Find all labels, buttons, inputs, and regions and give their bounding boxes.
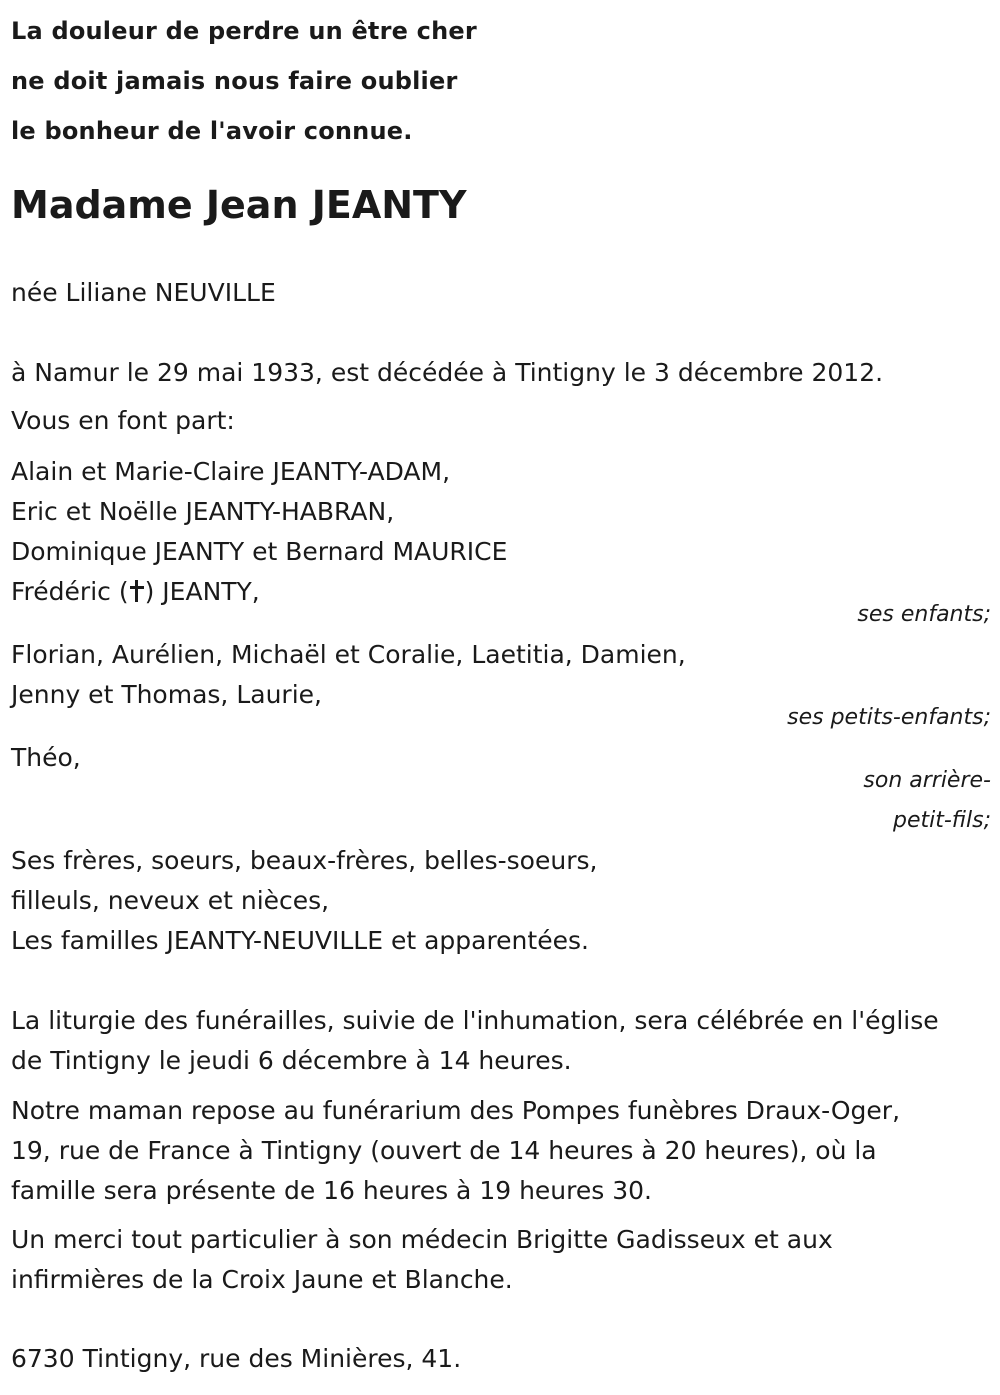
family-line: Les familles JEANTY-NEUVILLE et apparentées. (11, 926, 589, 955)
grandchildren-line: Jenny et Thomas, Laurie, (11, 680, 322, 709)
great-grandchild-label: son arrière- (863, 768, 991, 793)
quote-line: La douleur de perdre un être cher (11, 17, 477, 45)
great-grandchild-line: Théo, (11, 743, 81, 772)
funerarium-line: Notre maman repose au funérarium des Pompes funèbres Draux-Oger, (11, 1096, 901, 1125)
grandchildren-line: Florian, Aurélien, Michaël et Coralie, Laetitia, Damien, (11, 640, 686, 669)
children-line: Dominique JEANTY et Bernard MAURICE (11, 537, 508, 566)
quote-line: le bonheur de l'avoir connue. (11, 117, 413, 145)
funeral-line: de Tintigny le jeudi 6 décembre à 14 heures. (11, 1046, 572, 1075)
maiden-name: née Liliane NEUVILLE (11, 278, 276, 307)
announcement-intro: Vous en font part: (11, 406, 235, 435)
thanks-line: Un merci tout particulier à son médecin Brigitte Gadisseux et aux (11, 1225, 833, 1254)
children-line-text: Frédéric ( (11, 577, 129, 606)
funeral-line: La liturgie des funérailles, suivie de l'inhumation, sera célébrée en l'église (11, 1006, 939, 1035)
funerarium-line: famille sera présente de 16 heures à 19 heures 30. (11, 1176, 652, 1205)
deceased-name: Madame Jean JEANTY (11, 183, 467, 227)
children-label: ses enfants; (857, 602, 991, 627)
family-address: 6730 Tintigny, rue des Minières, 41. (11, 1344, 462, 1373)
quote-line: ne doit jamais nous faire oublier (11, 67, 458, 95)
family-line: Ses frères, soeurs, beaux-frères, belles-soeurs, (11, 846, 598, 875)
children-line: Alain et Marie-Claire JEANTY-ADAM, (11, 457, 451, 486)
birth-death-text: à Namur le 29 mai 1933, est décédée à Tintigny le 3 décembre 2012. (11, 358, 884, 387)
children-line-text: ) JEANTY, (144, 577, 260, 606)
thanks-line: infirmières de la Croix Jaune et Blanche. (11, 1265, 513, 1294)
cross-icon (130, 580, 144, 602)
children-line: Eric et Noëlle JEANTY-HABRAN, (11, 497, 395, 526)
grandchildren-label: ses petits-enfants; (787, 705, 991, 730)
family-line: filleuls, neveux et nièces, (11, 886, 330, 915)
funerarium-line: 19, rue de France à Tintigny (ouvert de 14 heures à 20 heures), où la (11, 1136, 877, 1165)
children-line (11, 572, 260, 612)
great-grandchild-label: petit-fils; (892, 808, 991, 833)
memorial-quote (11, 6, 477, 156)
